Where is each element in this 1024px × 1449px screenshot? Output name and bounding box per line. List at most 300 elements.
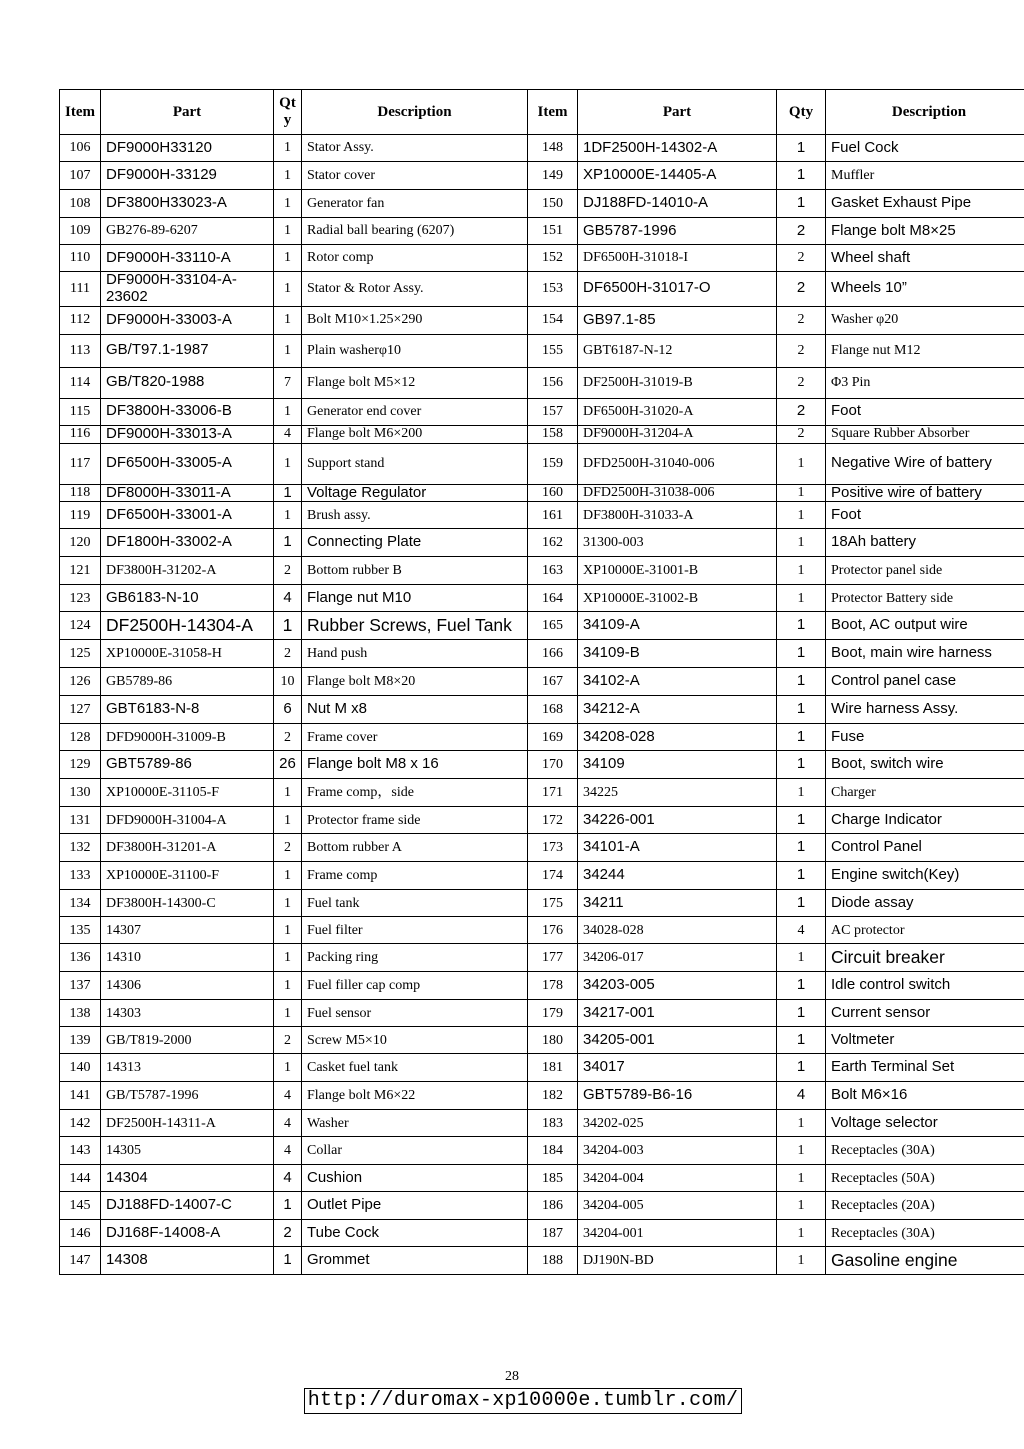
- page-number: 28: [505, 1369, 519, 1384]
- qty-cell: 2: [777, 334, 826, 367]
- part-number-cell: 34202-025: [578, 1110, 777, 1137]
- item-cell: 131: [60, 807, 101, 834]
- qty-cell: 1: [274, 190, 302, 218]
- item-cell: 108: [60, 190, 101, 218]
- qty-cell: 26: [274, 751, 302, 779]
- part-number-cell: GB6183-N-10: [101, 585, 274, 612]
- qty-cell: 1: [777, 834, 826, 862]
- description-cell: Grommet: [302, 1247, 528, 1275]
- item-cell: 136: [60, 944, 101, 972]
- item-cell: 139: [60, 1027, 101, 1054]
- description-cell: Control panel case: [826, 668, 1024, 696]
- qty-cell: 1: [274, 529, 302, 557]
- part-number-cell: 34102-A: [578, 668, 777, 696]
- qty-cell: 2: [274, 1027, 302, 1054]
- qty-cell: 1: [777, 972, 826, 1000]
- header-item-2: Item: [528, 90, 578, 135]
- item-cell: 128: [60, 724, 101, 751]
- qty-cell: 1: [777, 135, 826, 162]
- description-cell: Earth Terminal Set: [826, 1054, 1024, 1082]
- description-cell: Foot: [826, 502, 1024, 529]
- part-number-cell: 34101-A: [578, 834, 777, 862]
- qty-cell: 1: [777, 1027, 826, 1054]
- table-row: [60, 890, 1024, 917]
- description-cell: Voltage selector: [826, 1110, 1024, 1137]
- part-number-cell: DF3800H-14300-C: [101, 890, 274, 917]
- qty-cell: 2: [777, 367, 826, 398]
- item-cell: 147: [60, 1247, 101, 1275]
- description-cell: Frame cover: [302, 724, 528, 751]
- qty-cell: 1: [274, 334, 302, 367]
- description-cell: Brush assy.: [302, 502, 528, 529]
- qty-cell: 1: [274, 1000, 302, 1027]
- part-number-cell: DJ188FD-14010-A: [578, 190, 777, 218]
- part-number-cell: GB/T5787-1996: [101, 1082, 274, 1110]
- part-number-cell: DFD9000H-31004-A: [101, 807, 274, 834]
- part-number-cell: DF6500H-31018-I: [578, 245, 777, 272]
- item-cell: 181: [528, 1054, 578, 1082]
- item-cell: 160: [528, 484, 578, 502]
- qty-cell: 1: [777, 162, 826, 190]
- item-cell: 155: [528, 334, 578, 367]
- part-number-cell: 34109-A: [578, 612, 777, 640]
- description-cell: Radial ball bearing (6207): [302, 218, 528, 245]
- description-cell: Muffler: [826, 162, 1024, 190]
- description-cell: Charger: [826, 779, 1024, 807]
- table-row: [60, 612, 1024, 640]
- description-cell: Protector frame side: [302, 807, 528, 834]
- item-cell: 120: [60, 529, 101, 557]
- description-cell: Plain washerφ10: [302, 334, 528, 367]
- table-row: [60, 917, 1024, 944]
- qty-cell: 1: [777, 1165, 826, 1192]
- part-number-cell: 34203-005: [578, 972, 777, 1000]
- item-cell: 173: [528, 834, 578, 862]
- part-number-cell: XP10000E-31105-F: [101, 779, 274, 807]
- item-cell: 110: [60, 245, 101, 272]
- table-row: [60, 1165, 1024, 1192]
- qty-cell: 1: [777, 529, 826, 557]
- part-number-cell: DF8000H-33011-A: [101, 484, 274, 502]
- part-number-cell: GB5787-1996: [578, 218, 777, 245]
- qty-cell: 2: [274, 1220, 302, 1247]
- header-qty-2: Qty: [777, 90, 826, 135]
- description-cell: Flange bolt M8×20: [302, 668, 528, 696]
- description-cell: Wheel shaft: [826, 245, 1024, 272]
- qty-cell: 1: [777, 1192, 826, 1220]
- qty-cell: 4: [777, 917, 826, 944]
- part-number-cell: 14308: [101, 1247, 274, 1275]
- description-cell: Engine switch(Key): [826, 862, 1024, 890]
- qty-cell: 2: [274, 724, 302, 751]
- table-row: [60, 162, 1024, 190]
- item-cell: 182: [528, 1082, 578, 1110]
- qty-cell: 1: [274, 306, 302, 334]
- description-cell: Control Panel: [826, 834, 1024, 862]
- description-cell: Fuel filter: [302, 917, 528, 944]
- description-cell: AC protector: [826, 917, 1024, 944]
- item-cell: 114: [60, 367, 101, 398]
- item-cell: 174: [528, 862, 578, 890]
- item-cell: 156: [528, 367, 578, 398]
- item-cell: 172: [528, 807, 578, 834]
- part-number-cell: 34017: [578, 1054, 777, 1082]
- part-number-cell: 14305: [101, 1137, 274, 1165]
- qty-cell: 1: [777, 751, 826, 779]
- part-number-cell: XP10000E-31001-B: [578, 557, 777, 585]
- description-cell: Gasoline engine: [826, 1247, 1024, 1275]
- part-number-cell: GBT6183-N-8: [101, 696, 274, 724]
- description-cell: Flange bolt M6×22: [302, 1082, 528, 1110]
- description-cell: Bottom rubber B: [302, 557, 528, 585]
- qty-cell: 2: [777, 272, 826, 307]
- description-cell: Boot, switch wire: [826, 751, 1024, 779]
- part-number-cell: DF6500H-33005-A: [101, 443, 274, 484]
- part-number-cell: GBT5789-86: [101, 751, 274, 779]
- part-number-cell: 34217-001: [578, 1000, 777, 1027]
- qty-cell: 1: [274, 443, 302, 484]
- item-cell: 179: [528, 1000, 578, 1027]
- part-number-cell: DF9000H-33013-A: [101, 425, 274, 443]
- description-cell: Square Rubber Absorber: [826, 425, 1024, 443]
- item-cell: 176: [528, 917, 578, 944]
- item-cell: 186: [528, 1192, 578, 1220]
- description-cell: Fuel filler cap comp: [302, 972, 528, 1000]
- description-cell: Collar: [302, 1137, 528, 1165]
- description-cell: Flange nut M12: [826, 334, 1024, 367]
- qty-cell: 1: [274, 135, 302, 162]
- description-cell: Circuit breaker: [826, 944, 1024, 972]
- part-number-cell: 34206-017: [578, 944, 777, 972]
- part-number-cell: GB276-89-6207: [101, 218, 274, 245]
- part-number-cell: GB/T820-1988: [101, 367, 274, 398]
- header-item: Item: [60, 90, 101, 135]
- description-cell: Fuel sensor: [302, 1000, 528, 1027]
- qty-cell: 2: [777, 306, 826, 334]
- part-number-cell: 34212-A: [578, 696, 777, 724]
- qty-cell: 1: [777, 502, 826, 529]
- qty-cell: 1: [274, 502, 302, 529]
- table-row: [60, 1110, 1024, 1137]
- description-cell: Receptacles (20A): [826, 1192, 1024, 1220]
- qty-cell: 1: [777, 696, 826, 724]
- qty-cell: 1: [777, 443, 826, 484]
- item-cell: 163: [528, 557, 578, 585]
- qty-cell: 1: [777, 1054, 826, 1082]
- qty-cell: 1: [274, 398, 302, 425]
- item-cell: 112: [60, 306, 101, 334]
- qty-cell: 4: [274, 585, 302, 612]
- item-cell: 119: [60, 502, 101, 529]
- part-number-cell: 34204-004: [578, 1165, 777, 1192]
- description-cell: Voltage Regulator: [302, 484, 528, 502]
- qty-cell: 1: [777, 640, 826, 668]
- item-cell: 187: [528, 1220, 578, 1247]
- description-cell: Bolt M10×1.25×290: [302, 306, 528, 334]
- item-cell: 118: [60, 484, 101, 502]
- description-cell: Flange bolt M8×25: [826, 218, 1024, 245]
- table-row: [60, 557, 1024, 585]
- table-row: [60, 502, 1024, 529]
- table-row: [60, 190, 1024, 218]
- item-cell: 151: [528, 218, 578, 245]
- part-number-cell: DF2500H-14311-A: [101, 1110, 274, 1137]
- part-number-cell: 34205-001: [578, 1027, 777, 1054]
- part-number-cell: XP10000E-31100-F: [101, 862, 274, 890]
- part-number-cell: 14313: [101, 1054, 274, 1082]
- description-cell: Washer: [302, 1110, 528, 1137]
- item-cell: 148: [528, 135, 578, 162]
- qty-cell: 1: [274, 612, 302, 640]
- item-cell: 152: [528, 245, 578, 272]
- part-number-cell: DF3800H-31033-A: [578, 502, 777, 529]
- item-cell: 185: [528, 1165, 578, 1192]
- item-cell: 150: [528, 190, 578, 218]
- item-cell: 107: [60, 162, 101, 190]
- description-cell: Current sensor: [826, 1000, 1024, 1027]
- part-number-cell: 34204-005: [578, 1192, 777, 1220]
- item-cell: 146: [60, 1220, 101, 1247]
- item-cell: 129: [60, 751, 101, 779]
- qty-cell: 1: [274, 1054, 302, 1082]
- part-number-cell: DFD9000H-31009-B: [101, 724, 274, 751]
- item-cell: 165: [528, 612, 578, 640]
- table-row: [60, 218, 1024, 245]
- part-number-cell: DF2500H-14304-A: [101, 612, 274, 640]
- table-row: [60, 245, 1024, 272]
- item-cell: 154: [528, 306, 578, 334]
- item-cell: 109: [60, 218, 101, 245]
- qty-cell: 1: [274, 484, 302, 502]
- part-number-cell: 14307: [101, 917, 274, 944]
- item-cell: 144: [60, 1165, 101, 1192]
- description-cell: Rotor comp: [302, 245, 528, 272]
- part-number-cell: DF3800H-31201-A: [101, 834, 274, 862]
- item-cell: 167: [528, 668, 578, 696]
- item-cell: 149: [528, 162, 578, 190]
- qty-cell: 1: [274, 1192, 302, 1220]
- header-qty: Qt y: [274, 90, 302, 135]
- description-cell: Wire harness Assy.: [826, 696, 1024, 724]
- part-number-cell: 14310: [101, 944, 274, 972]
- item-cell: 171: [528, 779, 578, 807]
- parts-table: [59, 89, 1024, 1275]
- part-number-cell: DF1800H-33002-A: [101, 529, 274, 557]
- description-cell: Washer φ20: [826, 306, 1024, 334]
- footer-url[interactable]: http://duromax-xp10000e.tumblr.com/: [304, 1388, 742, 1414]
- table-row: [60, 862, 1024, 890]
- table-row: [60, 398, 1024, 425]
- part-number-cell: XP10000E-14405-A: [578, 162, 777, 190]
- part-number-cell: DF3800H33023-A: [101, 190, 274, 218]
- part-number-cell: 14303: [101, 1000, 274, 1027]
- table-row: [60, 751, 1024, 779]
- qty-cell: 1: [274, 218, 302, 245]
- description-cell: Bolt M6×16: [826, 1082, 1024, 1110]
- header-part-2: Part: [578, 90, 777, 135]
- qty-cell: 1: [777, 190, 826, 218]
- item-cell: 170: [528, 751, 578, 779]
- qty-cell: 2: [777, 218, 826, 245]
- qty-cell: 1: [274, 862, 302, 890]
- item-cell: 188: [528, 1247, 578, 1275]
- item-cell: 161: [528, 502, 578, 529]
- qty-cell: 1: [274, 272, 302, 307]
- qty-cell: 6: [274, 696, 302, 724]
- table-row: [60, 1192, 1024, 1220]
- description-cell: Boot, main wire harness: [826, 640, 1024, 668]
- qty-cell: 1: [777, 1137, 826, 1165]
- table-row: [60, 834, 1024, 862]
- item-cell: 138: [60, 1000, 101, 1027]
- description-cell: Charge Indicator: [826, 807, 1024, 834]
- item-cell: 135: [60, 917, 101, 944]
- table-row: [60, 484, 1024, 502]
- table-row: [60, 1247, 1024, 1275]
- description-cell: Positive wire of battery: [826, 484, 1024, 502]
- qty-cell: 7: [274, 367, 302, 398]
- item-cell: 145: [60, 1192, 101, 1220]
- table-row: [60, 944, 1024, 972]
- description-cell: Tube Cock: [302, 1220, 528, 1247]
- description-cell: Receptacles (30A): [826, 1220, 1024, 1247]
- qty-cell: 1: [274, 807, 302, 834]
- part-number-cell: GB5789-86: [101, 668, 274, 696]
- table-row: [60, 425, 1024, 443]
- qty-cell: 1: [777, 585, 826, 612]
- item-cell: 153: [528, 272, 578, 307]
- description-cell: Casket fuel tank: [302, 1054, 528, 1082]
- table-row: [60, 367, 1024, 398]
- qty-cell: 2: [274, 557, 302, 585]
- qty-cell: 4: [274, 425, 302, 443]
- table-row: [60, 972, 1024, 1000]
- description-cell: Wheels 10”: [826, 272, 1024, 307]
- part-number-cell: 34208-028: [578, 724, 777, 751]
- part-number-cell: XP10000E-31058-H: [101, 640, 274, 668]
- description-cell: 18Ah battery: [826, 529, 1024, 557]
- qty-cell: 2: [777, 398, 826, 425]
- description-cell: Fuse: [826, 724, 1024, 751]
- part-number-cell: 34226-001: [578, 807, 777, 834]
- table-row: [60, 272, 1024, 307]
- part-number-cell: DF6500H-31017-O: [578, 272, 777, 307]
- qty-cell: 1: [777, 862, 826, 890]
- table-row: [60, 1082, 1024, 1110]
- description-cell: Outlet Pipe: [302, 1192, 528, 1220]
- table-row: [60, 1000, 1024, 1027]
- table-row: [60, 1027, 1024, 1054]
- qty-cell: 10: [274, 668, 302, 696]
- qty-cell: 1: [777, 1110, 826, 1137]
- table-row: [60, 724, 1024, 751]
- part-number-cell: DJ188FD-14007-C: [101, 1192, 274, 1220]
- part-number-cell: GB/T97.1-1987: [101, 334, 274, 367]
- description-cell: Frame comp: [302, 862, 528, 890]
- description-cell: Hand push: [302, 640, 528, 668]
- item-cell: 140: [60, 1054, 101, 1082]
- qty-cell: 1: [777, 890, 826, 917]
- qty-cell: 1: [274, 1247, 302, 1275]
- description-cell: Gasket Exhaust Pipe: [826, 190, 1024, 218]
- part-number-cell: DF3800H-33006-B: [101, 398, 274, 425]
- part-number-cell: 34211: [578, 890, 777, 917]
- part-number-cell: 14306: [101, 972, 274, 1000]
- qty-cell: 2: [777, 425, 826, 443]
- item-cell: 126: [60, 668, 101, 696]
- description-cell: Negative Wire of battery: [826, 443, 1024, 484]
- item-cell: 168: [528, 696, 578, 724]
- item-cell: 183: [528, 1110, 578, 1137]
- description-cell: Generator end cover: [302, 398, 528, 425]
- part-number-cell: DF2500H-31019-B: [578, 367, 777, 398]
- item-cell: 157: [528, 398, 578, 425]
- item-cell: 116: [60, 425, 101, 443]
- header-row: [60, 90, 1024, 135]
- item-cell: 159: [528, 443, 578, 484]
- description-cell: Φ3 Pin: [826, 367, 1024, 398]
- part-number-cell: 34244: [578, 862, 777, 890]
- part-number-cell: 1DF2500H-14302-A: [578, 135, 777, 162]
- description-cell: Foot: [826, 398, 1024, 425]
- part-number-cell: DFD2500H-31038-006: [578, 484, 777, 502]
- description-cell: Support stand: [302, 443, 528, 484]
- item-cell: 127: [60, 696, 101, 724]
- description-cell: Frame comp，side: [302, 779, 528, 807]
- description-cell: Protector panel side: [826, 557, 1024, 585]
- item-cell: 133: [60, 862, 101, 890]
- qty-cell: 1: [777, 944, 826, 972]
- qty-cell: 1: [274, 245, 302, 272]
- part-number-cell: DF9000H-33110-A: [101, 245, 274, 272]
- item-cell: 113: [60, 334, 101, 367]
- qty-cell: 1: [777, 668, 826, 696]
- header-description-2: Description: [826, 90, 1024, 135]
- item-cell: 158: [528, 425, 578, 443]
- table-row: [60, 585, 1024, 612]
- description-cell: Stator & Rotor Assy.: [302, 272, 528, 307]
- part-number-cell: GB97.1-85: [578, 306, 777, 334]
- description-cell: Stator Assy.: [302, 135, 528, 162]
- description-cell: Idle control switch: [826, 972, 1024, 1000]
- table-row: [60, 135, 1024, 162]
- part-number-cell: XP10000E-31002-B: [578, 585, 777, 612]
- part-number-cell: DF9000H-33129: [101, 162, 274, 190]
- item-cell: 134: [60, 890, 101, 917]
- part-number-cell: DF9000H33120: [101, 135, 274, 162]
- part-number-cell: DF9000H-31204-A: [578, 425, 777, 443]
- description-cell: Generator fan: [302, 190, 528, 218]
- qty-cell: 2: [274, 640, 302, 668]
- part-number-cell: GB/T819-2000: [101, 1027, 274, 1054]
- qty-cell: 4: [274, 1110, 302, 1137]
- item-cell: 121: [60, 557, 101, 585]
- part-number-cell: 34109-B: [578, 640, 777, 668]
- description-cell: Diode assay: [826, 890, 1024, 917]
- header-part: Part: [101, 90, 274, 135]
- description-cell: Cushion: [302, 1165, 528, 1192]
- item-cell: 180: [528, 1027, 578, 1054]
- table-row: [60, 529, 1024, 557]
- description-cell: Fuel Cock: [826, 135, 1024, 162]
- part-number-cell: DF3800H-31202-A: [101, 557, 274, 585]
- part-number-cell: 34225: [578, 779, 777, 807]
- part-number-cell: DJ190N-BD: [578, 1247, 777, 1275]
- table-row: [60, 306, 1024, 334]
- description-cell: Screw M5×10: [302, 1027, 528, 1054]
- item-cell: 111: [60, 272, 101, 307]
- part-number-cell: 34028-028: [578, 917, 777, 944]
